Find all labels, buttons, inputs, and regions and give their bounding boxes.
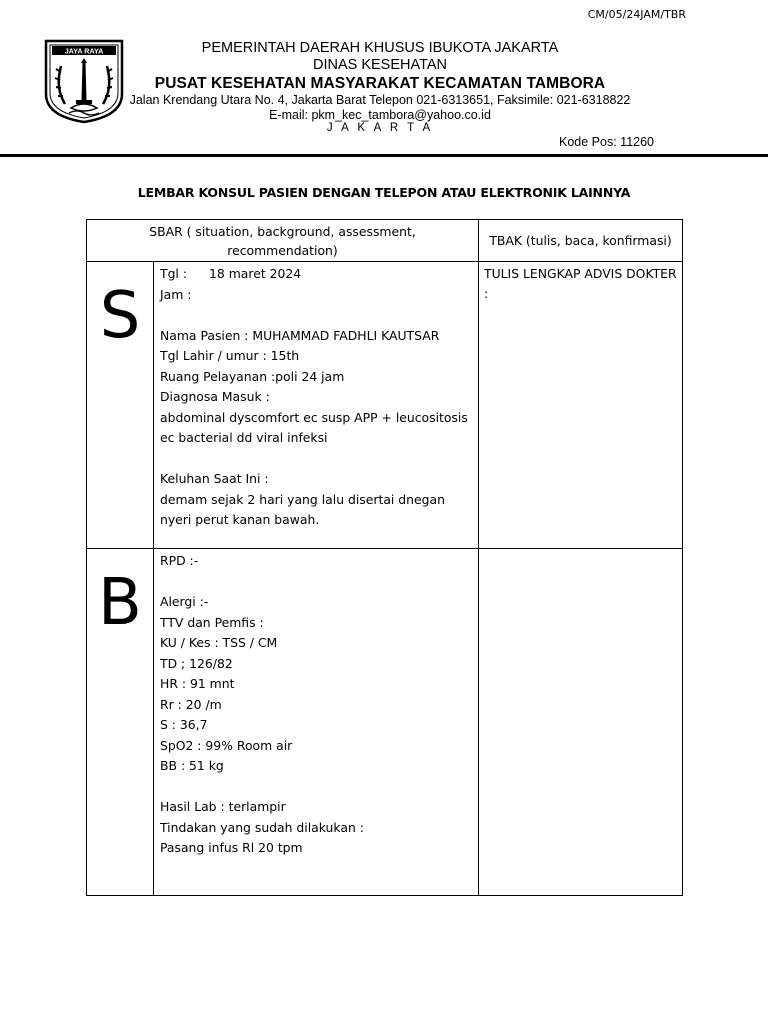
document-title: LEMBAR KONSUL PASIEN DENGAN TELEPON ATAU ELEKTRONIK LAINNYA [137,185,631,200]
diagnosis-label: Diagnosa Masuk : [160,389,270,404]
tbak-header: TBAK (tulis, baca, konfirmasi) [479,220,683,262]
background-tbak [479,549,683,896]
diagnosis-line-1: abdominal dyscomfort ec susp APP + leucositosis [160,409,468,425]
situation-letter: S [87,262,154,549]
letterhead-government: PEMERINTAH DAERAH KHUSUS IBUKOTA JAKARTA [201,40,559,56]
table-header-row [87,220,683,262]
temperature: S : 36,7 [160,717,208,732]
complaint-line-1: demam sejak 2 hari yang lalu disertai dnegan [160,491,445,507]
letterhead-divider [0,154,768,157]
date-line [160,264,474,285]
background-letter: B [87,549,154,896]
complaint-label: Keluhan Saat Ini : [160,471,269,486]
actions-label: Tindakan yang sudah dilakukan : [160,819,364,835]
patient-age: Tgl Lahir / umur : 15th [160,348,300,363]
letterhead [120,40,640,135]
postcode: Kode Pos: 11260 [559,135,654,149]
diagnosis-line-2: ec bacterial dd viral infeksi [160,430,328,445]
body-weight: BB : 51 kg [160,758,224,773]
letterhead-department: DINAS KESEHATAN [312,57,448,73]
document-code: CM/05/24JAM/TBR [587,8,686,21]
doctor-advice: TULIS LENGKAP ADVIS DOKTER : [479,262,683,549]
background-row [87,549,683,896]
respiratory-rate: Rr : 20 /m [160,696,222,712]
situation-content [154,262,479,549]
complaint-line-2: nyeri perut kanan bawah. [160,512,320,527]
letterhead-address: Jalan Krendang Utara No. 4, Jakarta Barat Telepon 021-6313651, Faksimile: 021-6318822 [129,93,631,107]
vitals-label: TTV dan Pemfis : [160,614,264,630]
sbar-table [86,219,683,896]
situation-row [87,262,683,549]
jaya-raya-crest-icon [43,38,125,124]
blood-pressure: TD ; 126/82 [160,655,233,671]
letterhead-city: J A K A R T A [326,122,434,134]
letterhead-institution: PUSAT KESEHATAN MASYARAKAT KECAMATAN TAMBORA [154,75,606,92]
allergy: Alergi :- [160,594,209,609]
oxygen-saturation: SpO2 : 99% Room air [160,737,293,753]
patient-name: Nama Pasien : MUHAMMAD FADHLI KAUTSAR [160,327,440,343]
background-content [154,549,479,896]
heart-rate: HR : 91 mnt [160,676,235,691]
actions-taken: Pasang infus Rl 20 tpm [160,840,303,855]
date-value: 18 maret 2024 [209,266,302,281]
lab-results: Hasil Lab : terlampir [160,799,286,814]
past-history: RPD :- [160,553,199,568]
logo-text: JAYA RAYA [64,46,104,56]
letterhead-email: E-mail: pkm_kec_tambora@yahoo.co.id [269,108,491,122]
service-room: Ruang Pelayanan :poli 24 jam [160,368,345,384]
general-condition: KU / Kes : TSS / CM [160,635,278,650]
sbar-header: SBAR ( situation, background, assessment, recommendation) [87,220,479,262]
time-line: Jam : [160,286,192,302]
date-label: Tgl : [160,266,187,281]
